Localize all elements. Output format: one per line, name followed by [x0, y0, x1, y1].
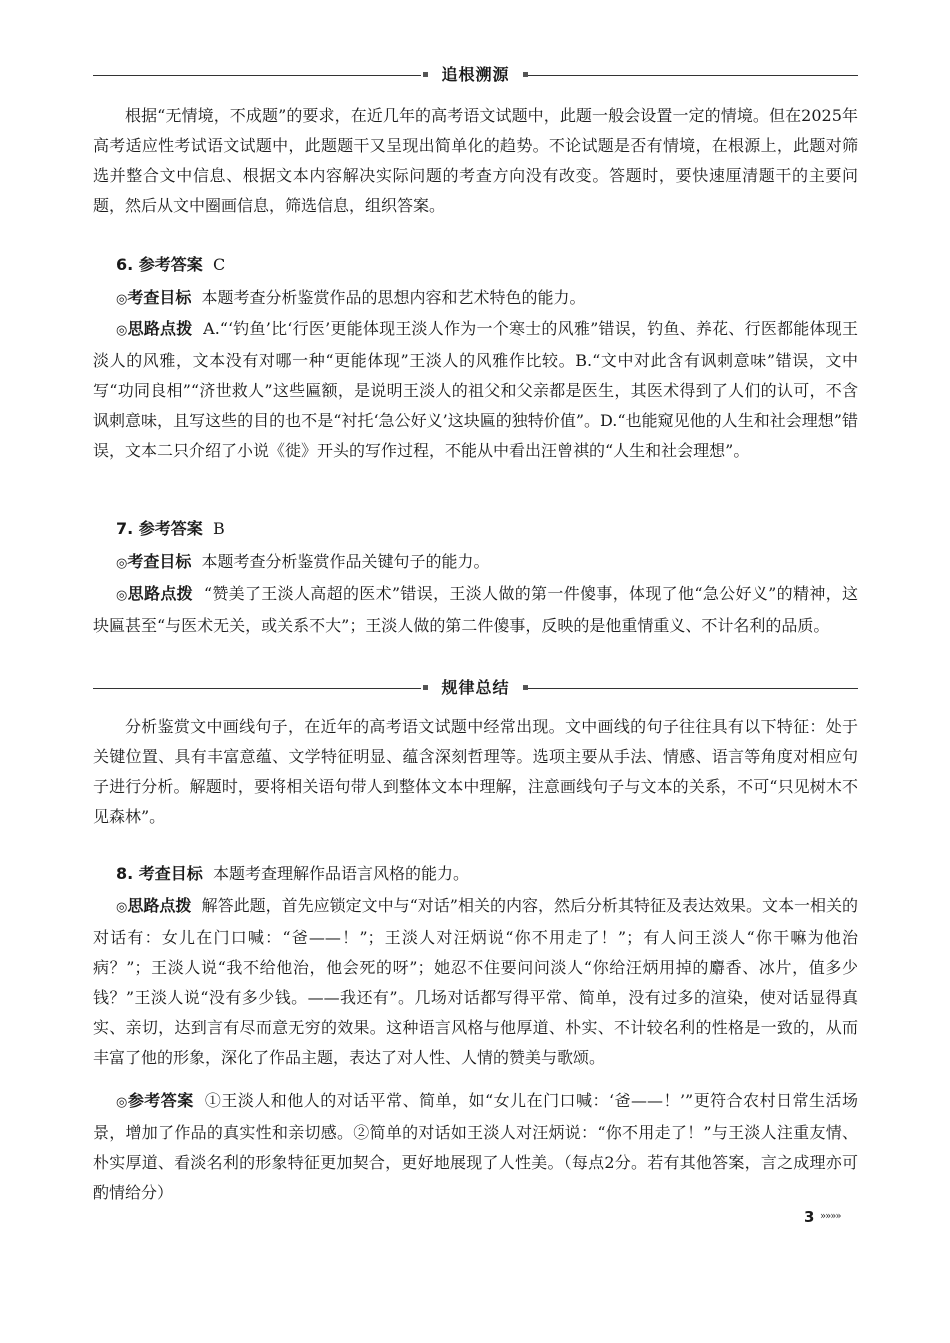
q7-hint-text: “赞美了王淡人高超的医术”错误，王淡人做的第一件傻事，体现了他“急公好义”的精神，这块匾甚至“与医术无关，或关系不大”；王淡人做的第二件傻事，反映的是他重情重义、不计名利的品质。: [93, 584, 858, 635]
q8-answer-text: ①王淡人和他人的对话平常、简单，如“女儿在门口喊：‘爸——！’”更符合农村日常生活场景，增加了作品的真实性和亲切感。②简单的对话如王淡人对汪炳说：“你不用走了！”与王淡人注重友情、朴实厚道、看淡名利的形象特征更加契合，更好地展现了人性美。（每点2分。若有其他答案，言之成理亦可酌情给分）: [93, 1091, 858, 1202]
section-heading: 追根溯源: [441, 65, 510, 84]
target-marker-icon: ◎: [116, 292, 128, 307]
q7-answer-label: 7. 参考答案: [116, 519, 203, 538]
section-divider-trace-source: [93, 63, 858, 87]
q7-hint-label: 思路点拨: [127, 584, 193, 603]
answer-marker-icon: ◎: [116, 1095, 128, 1110]
q6-answer: [93, 250, 881, 280]
divider-line-right: [528, 75, 858, 76]
q8-target: [93, 859, 881, 889]
q6-answer-value: C: [212, 255, 226, 274]
q8-target-label: 8. 考查目标: [116, 864, 203, 883]
q6-answer-label: 6. 参考答案: [116, 255, 203, 274]
q8-hint-label: 思路点拨: [127, 896, 192, 915]
q6-hint-label: 思路点拨: [127, 319, 193, 338]
page-number: 3: [804, 1208, 815, 1226]
q6-hint-text: A.“‘钓鱼’比‘行医’更能体现王淡人作为一个寒士的风雅”错误，钓鱼、养花、行医都能体现王淡人的风雅，文本没有对哪一种“更能体现”王淡人的风雅作比较。B.“文中对此含有讽刺意味”错误，文中写“功同良相”“济世救人”这些匾额，是说明王淡人的祖父和父亲都是医生，其医术得到了人们的认可，不含讽刺意味，且写这些的目的也不是“衬托‘急公好义’这块匾的独特价值”。D.“也能窥见他的人生和社会理想”错误，文本二只介绍了小说《徙》开头的写作过程，不能从中看出汪曾祺的“人生和社会理想”。: [93, 319, 858, 460]
q7-answer: [93, 514, 881, 544]
q6-target-label: 考查目标: [127, 288, 192, 307]
hint-marker-icon: ◎: [116, 323, 128, 338]
summary-paragraph: 分析鉴赏文中画线句子，在近年的高考语文试题中经常出现。文中画线的句子往往具有以下特征：处于关键位置、具有丰富意蕴、文学特征明显、蕴含深刻哲理等。选项主要从手法、情感、语言等角度对相应句子进行分析。解题时，要将相关语句带人到整体文本中理解，注意画线句子与文本的关系，不可“只见树木不见森林”。: [93, 717, 858, 826]
section-divider-rule-summary: [93, 676, 858, 700]
q6-hint: [93, 314, 858, 466]
hint-marker-icon: ◎: [116, 588, 128, 603]
target-marker-icon: ◎: [116, 556, 128, 571]
q7-target-label: 考查目标: [127, 552, 192, 571]
q7-hint: [93, 579, 858, 641]
q8-target-text: 本题考查理解作品语言风格的能力。: [212, 864, 469, 883]
q8-answer: [93, 1086, 858, 1208]
q7-target: [93, 547, 881, 579]
page-number-arrows-icon: »»»»: [820, 1211, 841, 1222]
divider-line-right: [528, 688, 858, 689]
q7-target-text: 本题考查分析鉴赏作品关键句子的能力。: [201, 552, 490, 571]
section-heading: 规律总结: [441, 678, 510, 697]
q6-target-text: 本题考查分析鉴赏作品的思想内容和艺术特色的能力。: [201, 288, 586, 307]
q8-hint-text: 解答此题，首先应锁定文中与“对话”相关的内容，然后分析其特征及表达效果。文本一相关的对话有：女儿在门口喊：“爸——！”；王淡人对汪炳说“你不用走了！”；有人问王淡人“你干嘛为他治病？”；王淡人说“我不给他治，他会死的呀”；她忍不住要问问淡人“你给汪炳用掉的麝香、冰片，值多少钱？”王淡人说“没有多少钱。——我还有”。几场对话都写得平常、简单，没有过多的渲染，使对话显得真实、亲切，达到言有尽而意无穷的效果。这种语言风格与他厚道、朴实、不计较名利的性格是一致的，从而丰富了他的形象，深化了作品主题，表达了对人性、人情的赞美与歌颂。: [93, 896, 859, 1067]
q8-hint: [93, 891, 858, 1073]
q7-answer-value: B: [212, 519, 225, 538]
q6-target: [93, 283, 881, 315]
intro-paragraph: 根据“无情境，不成题”的要求，在近几年的高考语文试题中，此题一般会设置一定的情境。但在2025年高考适应性考试语文试题中，此题题干又呈现出简单化的趋势。不论试题是否有情境，在根源上，此题对筛选并整合文中信息、根据文本内容解决实际问题的考查方向没有改变。答题时，要快速厘清题干的主要问题，然后从文中圈画信息，筛选信息，组织答案。: [93, 106, 858, 215]
q8-answer-label: 参考答案: [127, 1091, 194, 1110]
hint-marker-icon: ◎: [116, 900, 128, 915]
